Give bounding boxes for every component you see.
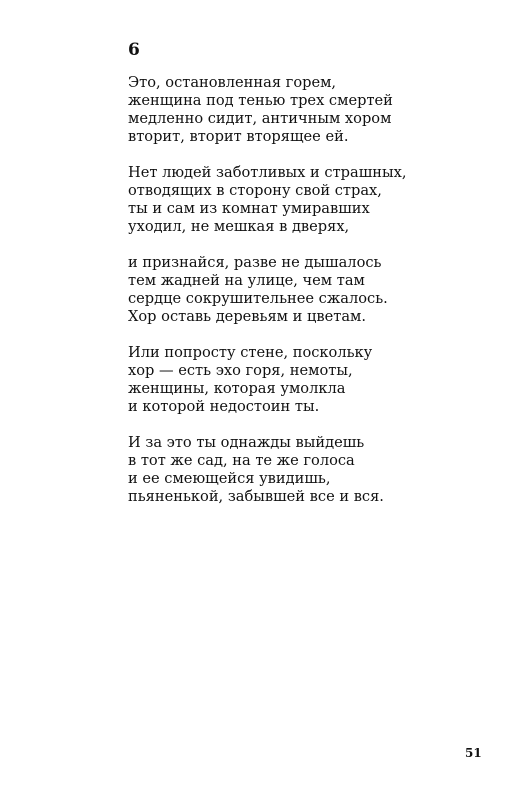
stanza <box>128 344 406 416</box>
poem-body <box>128 74 406 524</box>
poem-line: женщина под тенью трех смертей <box>128 92 393 109</box>
poem-line: тем жадней на улице, чем там <box>128 272 365 289</box>
poem-line: и которой недостоин ты. <box>128 398 320 415</box>
poem-line: и ее смеющейся увидишь, <box>128 470 331 487</box>
poem-line: вторит, вторит вторящее ей. <box>128 128 349 145</box>
stanza <box>128 254 406 326</box>
page-number: 51 <box>465 746 482 760</box>
stanza <box>128 434 406 506</box>
poem-line: отводящих в сторону свой страх, <box>128 182 382 199</box>
poem-line: и признайся, разве не дышалось <box>128 254 382 271</box>
poem-line: в тот же сад, на те же голоса <box>128 452 355 469</box>
poem-line: ты и сам из комнат умиравших <box>128 200 370 217</box>
poem-line: медленно сидит, античным хором <box>128 110 392 127</box>
stanza <box>128 74 406 146</box>
poem-line: пьяненькой, забывшей все и вся. <box>128 488 384 505</box>
poem-line: Или попросту стене, поскольку <box>128 344 373 361</box>
poem-line: женщины, которая умолкла <box>128 380 346 397</box>
stanza <box>128 164 406 236</box>
poem-line: уходил, не мешкая в дверях, <box>128 218 350 235</box>
poem-line: Нет людей заботливых и страшных, <box>128 164 407 181</box>
poem-line: Это, остановленная горем, <box>128 74 337 91</box>
poem-line: И за это ты однажды выйдешь <box>128 434 365 451</box>
poem-line: хор — есть эхо горя, немоты, <box>128 362 353 379</box>
poem-line: Хор оставь деревьям и цветам. <box>128 308 367 325</box>
poem-number: 6 <box>128 40 140 60</box>
poem-line: сердце сокрушительнее сжалось. <box>128 290 388 307</box>
